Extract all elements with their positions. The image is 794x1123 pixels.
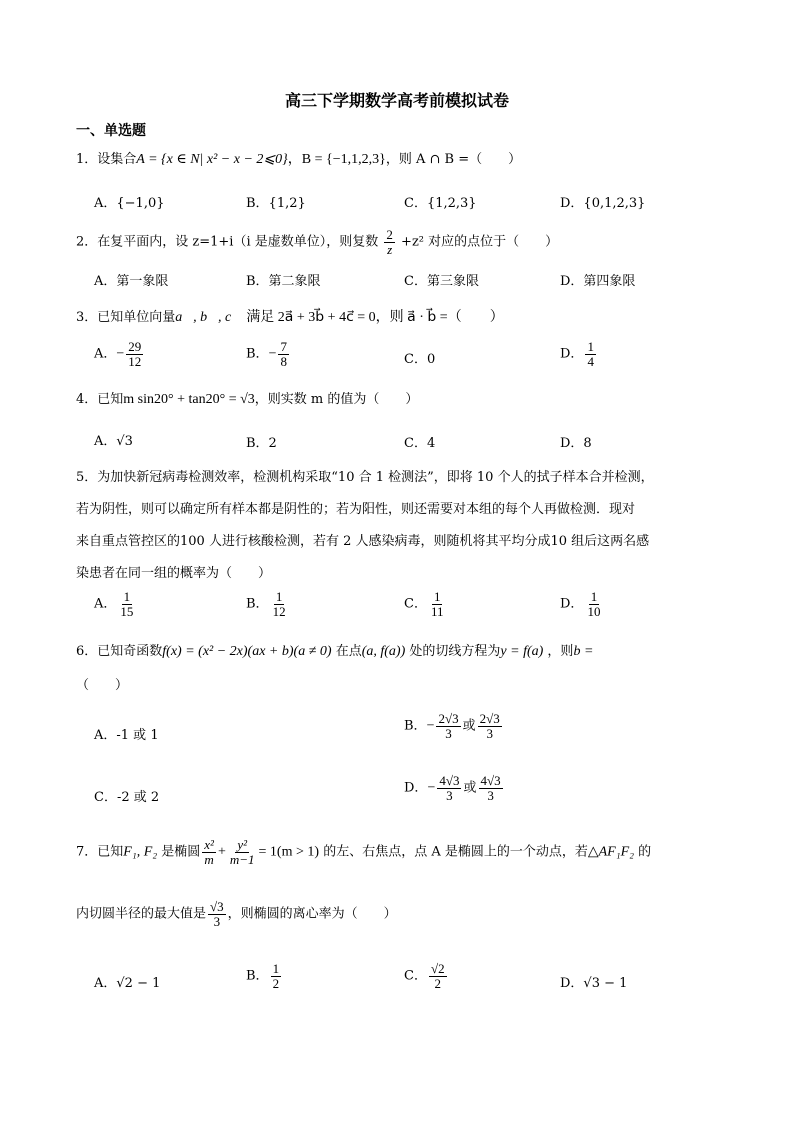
q4-option-d: D．8 xyxy=(560,436,592,451)
q1-option-c: C．{1,2,3} xyxy=(404,196,477,211)
q2-fraction: $\frac{2}{z}$ xyxy=(386,227,393,257)
question-6: 6．已知奇函数f(x) = (x² − 2x)(ax + b)(a ≠ 0) 在点(a, f(a)) 处的切线方程为y = f(a) ，则b = xyxy=(76,644,594,659)
q2-option-a: A．第一象限 xyxy=(94,274,169,289)
q2-option-b: B．第二象限 xyxy=(246,274,321,289)
question-4: 4．已知m sin20° + tan20° = √3，则实数 m 的值为（ ） xyxy=(76,392,419,407)
q3-option-a: A．− $\frac{29}{12}$ xyxy=(94,339,142,369)
q1-option-d: D．{0,1,2,3} xyxy=(560,196,646,211)
q6-option-b: B．− $\frac{2√3}{3}$ 或 $\frac{2√3}{3}$ xyxy=(404,711,500,741)
q5-option-d: D． $\frac{1}{10}$ xyxy=(560,589,601,619)
question-1: 1．设集合A = {x ∈ N| x² − x − 2⩽0}，B = {−1,1,2,3}，则 A ∩ B =（ ） xyxy=(76,152,522,167)
q2-option-d: D．第四象限 xyxy=(560,274,636,289)
q5-option-b: B． $\frac{1}{12}$ xyxy=(246,589,286,619)
q1-option-a: A．{−1,0} xyxy=(94,196,165,211)
q4-option-b: B．2 xyxy=(246,436,277,451)
section-heading: 一、单选题 xyxy=(76,123,146,139)
question-3: 3．已知单位向量a⃗, b⃗, c⃗ 满足 2a⃗ + 3b⃗ + 4c⃗ = 0，则 a⃗ · b⃗ =（ ） xyxy=(76,310,504,325)
q7-option-a: A．√2 − 1 xyxy=(94,976,161,991)
question-7-line-2: 内切圆半径的最大值是 $\frac{√3}{3}$ ，则椭圆的离心率为（ ） xyxy=(76,899,397,929)
q3-option-b: B．− $\frac{7}{8}$ xyxy=(246,339,287,369)
question-5-line-3: 来自重点管控区的100 人进行核酸检测，若有 2 人感染病毒，则随机将其平均分成10 组后这两名感 xyxy=(76,534,650,549)
q7-option-d: D．√3 − 1 xyxy=(560,976,628,991)
q3-option-d: D． $\frac{1}{4}$ xyxy=(560,339,594,369)
question-7: 7．已知F₁, F₂ 是椭圆 $\frac{\text{x²}}{m}$ + $\frac{\text{y²}}{m-1}$ = 1(m > 1) 的左、右焦点，点 A 是椭圆上的一个动点，若△AF₁F₂ 的 xyxy=(76,837,652,867)
q4-option-c: C．4 xyxy=(404,436,436,451)
q7-option-c: C． $\frac{√2}{2}$ xyxy=(404,961,445,991)
q6-option-c: C．-2 或 2 xyxy=(94,790,160,805)
q5-option-a: A． $\frac{1}{15}$ xyxy=(94,589,134,619)
q4-option-a: A．√3 xyxy=(94,434,133,449)
q3-option-c: C．0 xyxy=(404,352,436,367)
q1-option-b: B．{1,2} xyxy=(246,196,306,211)
q5-option-c: C． $\frac{1}{11}$ xyxy=(404,589,444,619)
page-title: 高三下学期数学高考前模拟试卷 xyxy=(284,91,509,110)
question-5-line-2: 若为阴性，则可以确定所有样本都是阴性的；若为阳性，则还需要对本组的每个人再做检测．现对 xyxy=(76,502,636,517)
q7-option-b: B． $\frac{1}{2}$ xyxy=(246,961,280,991)
q2-option-c: C．第三象限 xyxy=(404,274,479,289)
q6-option-a: A．-1 或 1 xyxy=(94,728,159,743)
question-5-line-1: 5．为加快新冠病毒检测效率，检测机构采取“10 合 1 检测法”，即将 10 个人的拭子样本合并检测， xyxy=(76,470,654,485)
question-5-line-4: 染患者在同一组的概率为（ ） xyxy=(76,566,272,581)
question-2: 2．在复平面内，设 z=1+i（i 是虚数单位），则复数 $\frac{2}{z}$ +z² 对应的点位于（ ） xyxy=(76,227,559,257)
question-6-paren: （ ） xyxy=(76,678,129,693)
q6-option-d: D．− $\frac{4√3}{3}$ 或 $\frac{4√3}{3}$ xyxy=(404,773,501,803)
